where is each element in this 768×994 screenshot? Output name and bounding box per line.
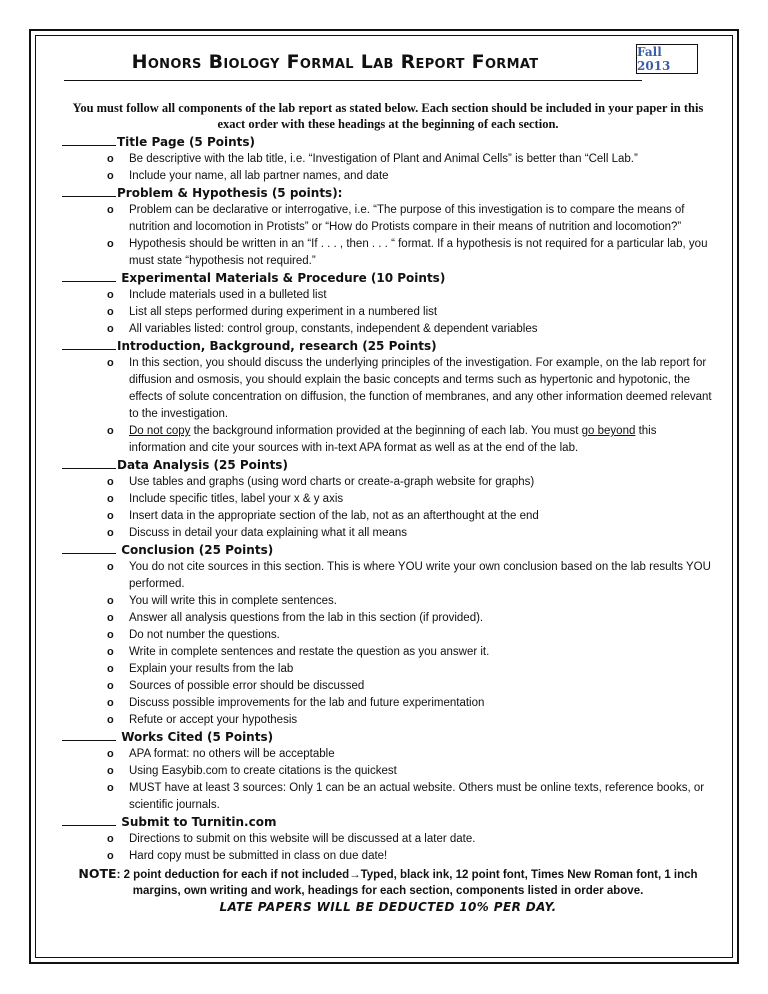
section-heading: Problem & Hypothesis (5 points):: [62, 185, 714, 202]
bullet-list: [62, 202, 714, 270]
list-item: o Hard copy must be submitted in class on due date!: [107, 848, 714, 865]
list-item: o Include materials used in a bulleted list: [107, 287, 714, 304]
list-item: o List all steps performed during experiment in a numbered list: [107, 304, 714, 321]
score-blank: [62, 134, 116, 146]
section-heading: Title Page (5 Points): [62, 134, 714, 151]
bullet-list: [62, 151, 714, 185]
list-item: o MUST have at least 3 sources: Only 1 can be an actual website. Others must be online texts, reference books, or scientific journals.: [107, 780, 714, 814]
list-item: o Directions to submit on this website will be discussed at a later date.: [107, 831, 714, 848]
bullet-list: [62, 287, 714, 338]
score-blank: [62, 542, 116, 554]
list-item: o Do not number the questions.: [107, 627, 714, 644]
list-item: o You will write this in complete sentences.: [107, 593, 714, 610]
section-heading: Experimental Materials & Procedure (10 Points): [62, 270, 714, 287]
document-body: [62, 100, 714, 916]
bullet-list: [62, 746, 714, 814]
score-blank: [62, 270, 116, 282]
note-text: : 2 point deduction for each if not included→Typed, black ink, 12 point font, Times New Roman font, 1 inch margins, own writing and work, headings for each section, components listed in order above.: [116, 869, 698, 897]
note-label: NOTE: [78, 866, 117, 881]
list-item: o Insert data in the appropriate section of the lab, not as an afterthought at the end: [107, 508, 714, 525]
section-heading: Works Cited (5 Points): [62, 729, 714, 746]
section-heading: Submit to Turnitin.com: [62, 814, 714, 831]
bullet-list: [62, 559, 714, 729]
term-badge: Fall 2013: [636, 44, 698, 74]
list-item: o Refute or accept your hypothesis: [107, 712, 714, 729]
section-data-analysis: [62, 457, 714, 542]
bullet-list: [62, 831, 714, 865]
score-blank: [62, 729, 116, 741]
list-item: o Use tables and graphs (using word charts or create-a-graph website for graphs): [107, 474, 714, 491]
score-blank: [62, 814, 116, 826]
section-introduction: [62, 338, 714, 457]
score-blank: [62, 185, 116, 197]
list-item: o Be descriptive with the lab title, i.e. “Investigation of Plant and Animal Cells” is better than “Cell Lab.”: [107, 151, 714, 168]
title-area: [35, 42, 635, 82]
score-blank: [62, 457, 116, 469]
section-works-cited: [62, 729, 714, 814]
list-item: o All variables listed: control group, constants, independent & dependent variables: [107, 321, 714, 338]
list-item: o Hypothesis should be written in an “If . . . , then . . . “ format. If a hypothesis is not required for a particular lab, you must state “hypothesis not required.”: [107, 236, 714, 270]
list-item: o Include your name, all lab partner names, and date: [107, 168, 714, 185]
list-item: o Discuss possible improvements for the lab and future experimentation: [107, 695, 714, 712]
section-problem-hypothesis: [62, 185, 714, 270]
list-item: o In this section, you should discuss the underlying principles of the investigation. For example, on the lab report for diffusion and osmosis, you should explain the basic concepts and terms such as hypertonic and hypotonic, the effects of solute concentration on diffusion, the function of membranes, and any other information deemed relevant to the investigation.: [107, 355, 714, 423]
intro-paragraph: You must follow all components of the lab report as stated below. Each section should be included in your paper in this exact order with these headings at the beginning of each section.: [72, 101, 704, 131]
section-heading: Introduction, Background, research (25 Points): [62, 338, 714, 355]
note-paragraph: [62, 866, 714, 899]
bullet-list: [62, 355, 714, 457]
list-item: o Do not copy the background information provided at the beginning of each lab. You must go beyond this information and cite your sources with in-text APA format as well as at the end of the lab.: [107, 423, 714, 457]
list-item: o Include specific titles, label your x & y axis: [107, 491, 714, 508]
late-policy: LATE PAPERS WILL BE DEDUCTED 10% PER DAY.: [219, 900, 557, 914]
section-heading: Data Analysis (25 Points): [62, 457, 714, 474]
section-materials-procedure: [62, 270, 714, 338]
list-item: o Answer all analysis questions from the lab in this section (if provided).: [107, 610, 714, 627]
list-item: o APA format: no others will be acceptable: [107, 746, 714, 763]
title-underline: [64, 80, 642, 81]
section-submit-turnitin: [62, 814, 714, 865]
list-item: o Explain your results from the lab: [107, 661, 714, 678]
list-item: o Using Easybib.com to create citations is the quickest: [107, 763, 714, 780]
section-conclusion: [62, 542, 714, 729]
list-item: o Write in complete sentences and restate the question as you answer it.: [107, 644, 714, 661]
page-title: Honors Biology Formal Lab Report Format: [131, 51, 539, 73]
section-title-page: [62, 134, 714, 185]
score-blank: [62, 338, 116, 350]
bullet-list: [62, 474, 714, 542]
list-item: o You do not cite sources in this section. This is where YOU write your own conclusion based on the lab results YOU performed.: [107, 559, 714, 593]
list-item: o Discuss in detail your data explaining what it all means: [107, 525, 714, 542]
list-item: o Problem can be declarative or interrogative, i.e. “The purpose of this investigation is to compare the means of nutrition and locomotion in Protists” or “How do Protists compare in their means of nutrition and locomotion?”: [107, 202, 714, 236]
list-item: o Sources of possible error should be discussed: [107, 678, 714, 695]
section-heading: Conclusion (25 Points): [62, 542, 714, 559]
